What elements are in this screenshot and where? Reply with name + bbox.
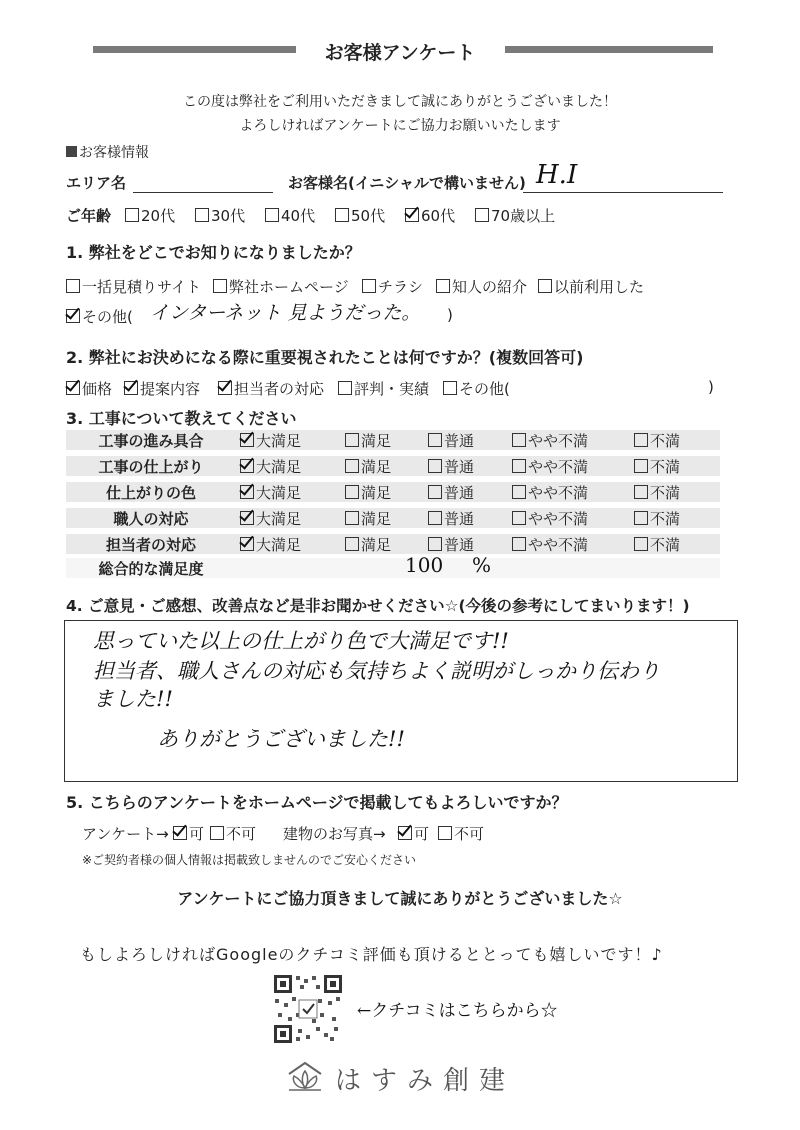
rating-satisfied[interactable]: 満足 <box>345 430 391 451</box>
overall-satisfaction-unit: % <box>472 553 492 577</box>
checked-checkbox-icon <box>240 459 254 473</box>
q2-option-reputation[interactable]: 評判・実績 <box>338 378 429 399</box>
photo-publish-label: 建物のお写真→ <box>283 825 386 843</box>
checked-checkbox-icon <box>240 537 254 551</box>
checkbox-icon <box>538 279 552 293</box>
rating-very-satisfied[interactable]: 大満足 <box>240 508 301 529</box>
photo-allow-option[interactable]: 可 <box>398 823 429 844</box>
checkbox-icon <box>345 433 359 447</box>
rating-row-label: 仕上がりの色 <box>105 484 196 502</box>
checked-checkbox-icon <box>124 381 138 395</box>
comment-line: 思っていた以上の仕上がり色で大満足です!! <box>93 629 509 653</box>
checked-checkbox-icon <box>218 381 232 395</box>
checkbox-icon <box>195 208 209 222</box>
rating-dissatisfied[interactable]: 不満 <box>634 456 680 477</box>
q2-option-proposal[interactable]: 提案内容 <box>124 378 200 399</box>
checkbox-icon <box>634 511 648 525</box>
rating-row-label: 工事の仕上がり <box>98 458 204 476</box>
rating-very-satisfied[interactable]: 大満足 <box>240 430 301 451</box>
age-option-20[interactable]: 20代 <box>125 205 175 226</box>
rating-satisfied[interactable]: 満足 <box>345 482 391 503</box>
age-option-60[interactable]: 60代 <box>405 205 455 226</box>
rating-somewhat-dissatisfied[interactable]: やや不満 <box>512 456 588 477</box>
rating-satisfied[interactable]: 満足 <box>345 456 391 477</box>
q2-option-price[interactable]: 価格 <box>66 378 112 399</box>
rating-dissatisfied[interactable]: 不満 <box>634 482 680 503</box>
q1-option-previous-use[interactable]: 以前利用した <box>538 276 644 297</box>
rating-very-satisfied[interactable]: 大満足 <box>240 456 301 477</box>
age-option-50[interactable]: 50代 <box>335 205 385 226</box>
checkbox-icon <box>345 537 359 551</box>
checkbox-icon <box>335 208 349 222</box>
thanks-intro-line2: よろしければアンケートにご協力お願いいたします <box>239 118 561 134</box>
name-label: お客様名(イニシャルで構いません) <box>288 174 526 192</box>
checkbox-icon <box>512 537 526 551</box>
question-3: 3. 工事について教えてください <box>66 409 297 428</box>
checked-checkbox-icon <box>66 309 80 323</box>
rating-dissatisfied[interactable]: 不満 <box>634 534 680 555</box>
comment-line: ました!! <box>93 687 173 711</box>
comment-box[interactable] <box>64 620 738 782</box>
rating-dissatisfied[interactable]: 不満 <box>634 508 680 529</box>
checkbox-icon <box>512 485 526 499</box>
q1-option-other[interactable]: その他( <box>66 306 133 327</box>
photo-deny-option[interactable]: 不可 <box>438 823 484 844</box>
rating-very-satisfied[interactable]: 大満足 <box>240 482 301 503</box>
rating-row-label: 工事の進み具合 <box>98 432 204 450</box>
q2-option-other[interactable]: その他( <box>443 378 510 399</box>
rating-somewhat-dissatisfied[interactable]: やや不満 <box>512 430 588 451</box>
checkbox-icon <box>634 485 648 499</box>
checkbox-icon <box>338 381 352 395</box>
q1-option-estimate-site[interactable]: 一括見積りサイト <box>66 276 201 297</box>
customer-info-heading: お客様情報 <box>66 142 149 162</box>
checkbox-icon <box>345 459 359 473</box>
checkbox-icon <box>125 208 139 222</box>
rating-neutral[interactable]: 普通 <box>428 508 474 529</box>
rating-somewhat-dissatisfied[interactable]: やや不満 <box>512 534 588 555</box>
q1-option-homepage[interactable]: 弊社ホームページ <box>213 276 349 297</box>
checkbox-icon <box>428 485 442 499</box>
rating-very-satisfied[interactable]: 大満足 <box>240 534 301 555</box>
checked-checkbox-icon <box>173 826 187 840</box>
age-label: ご年齢 <box>66 207 112 225</box>
square-bullet-icon <box>66 146 77 157</box>
qr-code[interactable] <box>272 973 344 1045</box>
name-field-line <box>523 192 723 193</box>
checkbox-icon <box>428 433 442 447</box>
question-2: 2. 弊社にお決めになる際に重要視されたことは何ですか？(複数回答可) <box>66 348 584 367</box>
survey-allow-option[interactable]: 可 <box>173 823 204 844</box>
checkbox-icon <box>265 208 279 222</box>
comment-line: 担当者、職人さんの対応も気持ちよく説明がしっかり伝わり <box>93 659 660 683</box>
checkbox-icon <box>345 511 359 525</box>
qr-note: ←クチコミはこちらから☆ <box>357 1001 558 1021</box>
area-label: エリア名 <box>66 174 127 192</box>
age-option-30[interactable]: 30代 <box>195 205 245 226</box>
checked-checkbox-icon <box>240 511 254 525</box>
lotus-house-icon <box>285 1060 325 1092</box>
age-option-70-plus[interactable]: 70歳以上 <box>475 205 555 226</box>
rating-neutral[interactable]: 普通 <box>428 456 474 477</box>
google-review-request: もしよろしければGoogleのクチコミ評価も頂けるととっても嬉しいです！♪ <box>80 945 663 964</box>
checkbox-icon <box>362 279 376 293</box>
checkbox-icon <box>213 279 227 293</box>
survey-publish-label: アンケート→ <box>82 825 169 843</box>
q1-option-referral[interactable]: 知人の紹介 <box>436 276 527 297</box>
overall-satisfaction-label: 総合的な満足度 <box>98 560 204 578</box>
rating-neutral[interactable]: 普通 <box>428 534 474 555</box>
checkbox-icon <box>438 826 452 840</box>
overall-satisfaction-field[interactable]: 100 <box>405 553 444 577</box>
q1-other-close: ) <box>447 306 453 324</box>
checked-checkbox-icon <box>240 485 254 499</box>
closing-thanks: アンケートにご協力頂きまして誠にありがとうございました☆ <box>177 889 623 908</box>
checkbox-icon <box>428 459 442 473</box>
rating-somewhat-dissatisfied[interactable]: やや不満 <box>512 482 588 503</box>
checkbox-icon <box>443 381 457 395</box>
checkbox-icon <box>634 433 648 447</box>
question-4: 4. ご意見・ご感想、改善点など是非お聞かせください☆(今後の参考にしてまいります！) <box>66 597 690 615</box>
checkbox-icon <box>436 279 450 293</box>
privacy-note: ※ご契約者様の個人情報は掲載致しませんのでご安心ください <box>82 853 417 867</box>
rating-somewhat-dissatisfied[interactable]: やや不満 <box>512 508 588 529</box>
rating-satisfied[interactable]: 満足 <box>345 508 391 529</box>
checked-checkbox-icon <box>240 433 254 447</box>
question-1: 1. 弊社をどこでお知りになりましたか？ <box>66 243 361 262</box>
checkbox-icon <box>475 208 489 222</box>
checkbox-icon <box>512 459 526 473</box>
checked-checkbox-icon <box>66 381 80 395</box>
area-field-line <box>133 192 273 193</box>
question-5: 5. こちらのアンケートをホームページで掲載してもよろしいですか？ <box>66 793 568 812</box>
checked-checkbox-icon <box>405 208 419 222</box>
checkbox-icon <box>428 511 442 525</box>
q1-other-field[interactable]: インターネット 見ようだった。 <box>150 302 421 324</box>
company-name: はすみ創建 <box>335 1066 516 1096</box>
checkbox-icon <box>512 511 526 525</box>
name-field[interactable]: H.I <box>536 160 578 190</box>
checkbox-icon <box>634 459 648 473</box>
rating-dissatisfied[interactable]: 不満 <box>634 430 680 451</box>
checkbox-icon <box>210 826 224 840</box>
checkbox-icon <box>66 279 80 293</box>
rating-row-label: 担当者の対応 <box>105 536 196 554</box>
survey-deny-option[interactable]: 不可 <box>210 823 256 844</box>
q2-other-close: ) <box>708 378 714 396</box>
rating-satisfied[interactable]: 満足 <box>345 534 391 555</box>
rating-row-label: 職人の対応 <box>113 510 189 528</box>
checkbox-icon <box>428 537 442 551</box>
checkbox-icon <box>345 485 359 499</box>
page-title: お客様アンケート <box>324 42 476 64</box>
rating-neutral[interactable]: 普通 <box>428 482 474 503</box>
age-option-40[interactable]: 40代 <box>265 205 315 226</box>
checkbox-icon <box>512 433 526 447</box>
q1-option-flyer[interactable]: チラシ <box>362 276 423 297</box>
checkbox-icon <box>634 537 648 551</box>
thanks-intro-line1: この度は弊社をご利用いただきまして誠にありがとうございました！ <box>183 94 617 110</box>
checked-checkbox-icon <box>398 826 412 840</box>
q2-option-staff[interactable]: 担当者の対応 <box>218 378 324 399</box>
rating-neutral[interactable]: 普通 <box>428 430 474 451</box>
comment-line: ありがとうございました!! <box>157 727 405 751</box>
